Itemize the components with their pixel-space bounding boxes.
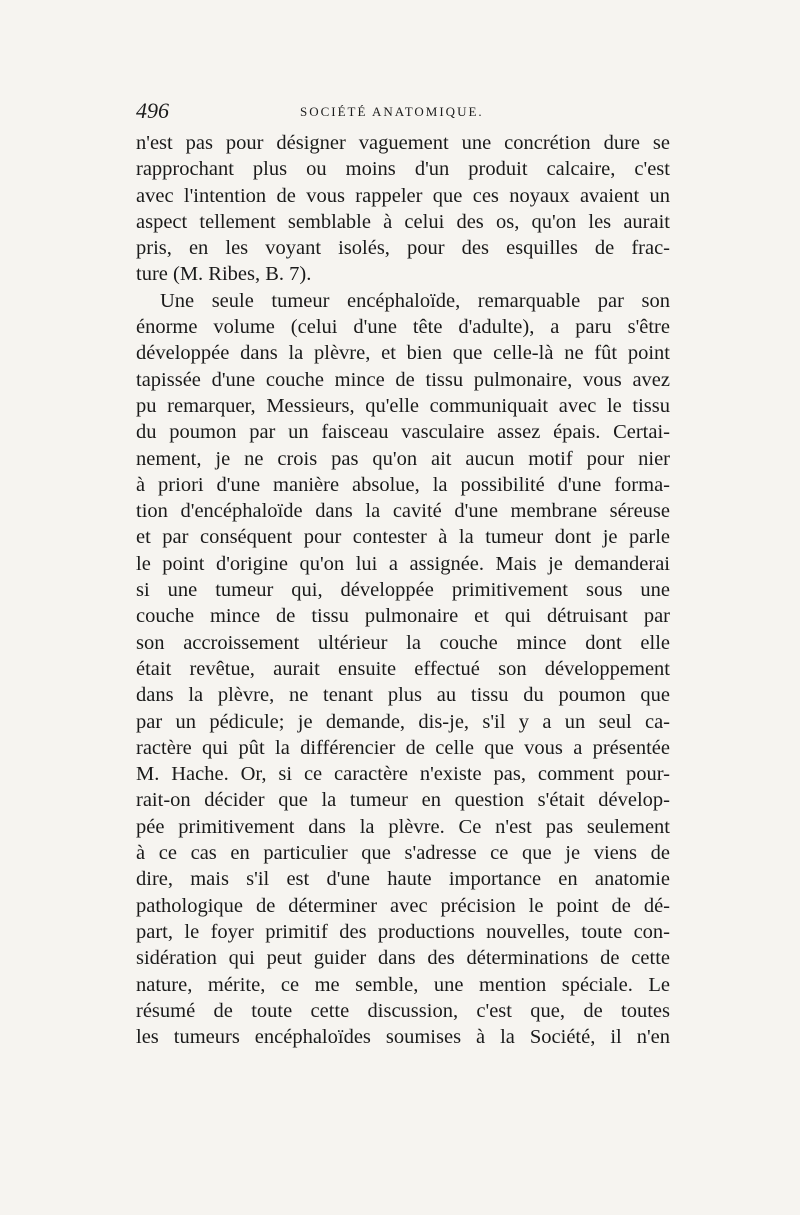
text-line: développée dans la plèvre, et bien que celle-là ne fût point bbox=[136, 342, 670, 365]
text-line: résumé de toute cette discussion, c'est que, de toutes bbox=[136, 999, 670, 1022]
text-line: si une tumeur qui, développée primitivement sous une bbox=[136, 579, 670, 602]
running-head: SOCIÉTÉ ANATOMIQUE. bbox=[300, 104, 484, 119]
text-line: part, le foyer primitif des productions nouvelles, toute con- bbox=[136, 920, 670, 943]
text-line: rait-on décider que la tumeur en question s'était dévelop- bbox=[136, 789, 670, 812]
text-line: était revêtue, aurait ensuite effectué son développement bbox=[136, 657, 670, 680]
text-line: dire, mais s'il est d'une haute importance en anatomie bbox=[136, 868, 670, 891]
text-line: pée primitivement dans la plèvre. Ce n'est pas seulement bbox=[136, 815, 670, 838]
text-line: les tumeurs encéphaloïdes soumises à la Société, il n'en bbox=[136, 1026, 670, 1049]
text-line: du poumon par un faisceau vasculaire assez épais. Certai- bbox=[136, 421, 670, 444]
text-line: énorme volume (celui d'une tête d'adulte), a paru s'être bbox=[136, 316, 670, 339]
text-line: dans la plèvre, ne tenant plus au tissu du poumon que bbox=[136, 684, 670, 707]
text-line: pris, en les voyant isolés, pour des esquilles de frac- bbox=[136, 237, 670, 260]
text-line: nement, je ne crois pas qu'on ait aucun motif pour nier bbox=[136, 447, 670, 470]
text-line: M. Hache. Or, si ce caractère n'existe pas, comment pour- bbox=[136, 763, 670, 786]
page-number: 496 bbox=[136, 98, 169, 123]
text-line: son accroissement ultérieur la couche mince dont elle bbox=[136, 631, 670, 654]
body-text bbox=[136, 130, 670, 1050]
text-line: et par conséquent pour contester à la tumeur dont je parle bbox=[136, 526, 670, 549]
text-line: nature, mérite, ce me semble, une mention spéciale. Le bbox=[136, 973, 670, 996]
text-line: sidération qui peut guider dans des déterminations de cette bbox=[136, 947, 670, 970]
text-line: aspect tellement semblable à celui des os, qu'on les aurait bbox=[136, 210, 670, 233]
page-header bbox=[136, 98, 668, 124]
text-line: pathologique de déterminer avec précision le point de dé- bbox=[136, 894, 670, 917]
text-line: couche mince de tissu pulmonaire et qui détruisant par bbox=[136, 605, 670, 628]
text-line: par un pédicule; je demande, dis-je, s'il y a un seul ca- bbox=[136, 710, 670, 733]
text-line: avec l'intention de vous rappeler que ces noyaux avaient un bbox=[136, 184, 670, 207]
text-line: ture (M. Ribes, B. 7). bbox=[136, 263, 312, 286]
text-line: à priori d'une manière absolue, la possibilité d'une forma- bbox=[136, 473, 670, 496]
text-line: n'est pas pour désigner vaguement une concrétion dure se bbox=[136, 132, 670, 154]
text-line: Une seule tumeur encéphaloïde, remarquable par son bbox=[160, 289, 670, 312]
text-line: à ce cas en particulier que s'adresse ce que je viens de bbox=[136, 842, 670, 865]
text-line: ractère qui pût la différencier de celle que vous a présentée bbox=[136, 736, 670, 759]
text-line: tapissée d'une couche mince de tissu pulmonaire, vous avez bbox=[136, 368, 670, 391]
text-line: tion d'encéphaloïde dans la cavité d'une membrane séreuse bbox=[136, 500, 670, 523]
text-line: rapprochant plus ou moins d'un produit calcaire, c'est bbox=[136, 158, 670, 181]
text-line: le point d'origine qu'on lui a assignée. Mais je demanderai bbox=[136, 552, 670, 575]
text-line: pu remarquer, Messieurs, qu'elle communiquait avec le tissu bbox=[136, 394, 670, 417]
